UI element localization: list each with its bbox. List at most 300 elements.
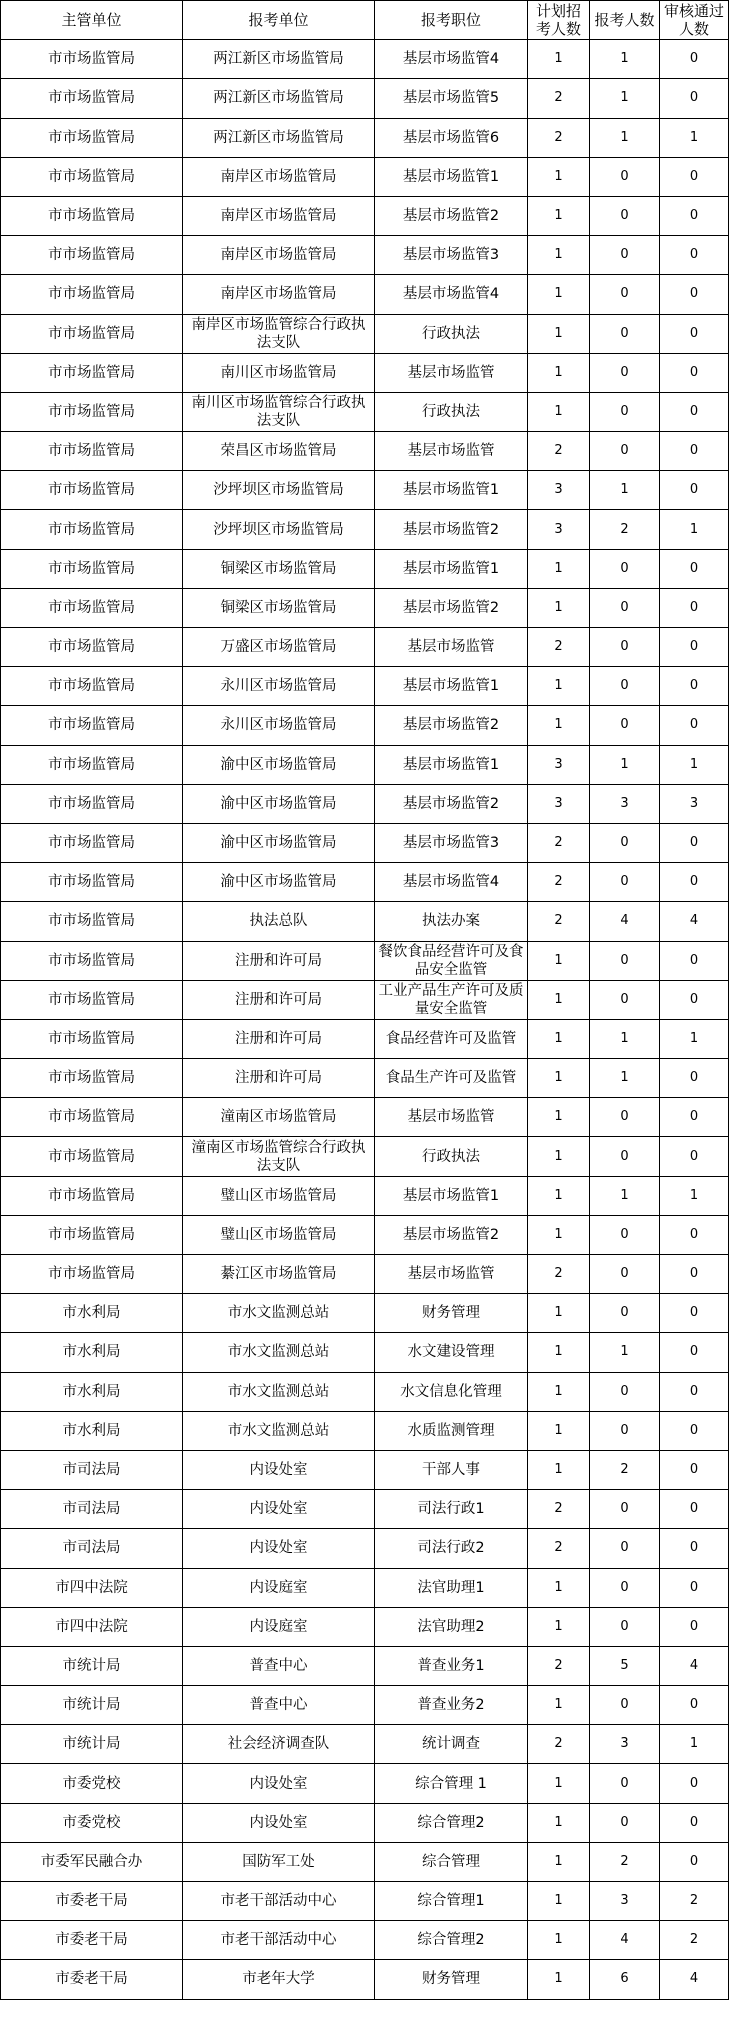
cell-position: 行政执法 [375,314,528,353]
cell-position: 基层市场监管 [375,1098,528,1137]
cell-dept: 市市场监管局 [1,1176,183,1215]
cell-unit: 南岸区市场监管综合行政执法支队 [183,314,375,353]
cell-position: 基层市场监管1 [375,471,528,510]
table-row [1,432,729,471]
cell-dept: 市市场监管局 [1,353,183,392]
cell-unit: 注册和许可局 [183,941,375,980]
cell-position: 基层市场监管5 [375,79,528,118]
cell-pass: 0 [660,40,729,79]
cell-position: 综合管理1 [375,1882,528,1921]
table-row [1,1960,729,1999]
table-row [1,1764,729,1803]
cell-pass: 0 [660,1372,729,1411]
cell-position: 执法办案 [375,902,528,941]
cell-unit: 渝中区市场监管局 [183,784,375,823]
cell-dept: 市委老干局 [1,1960,183,1999]
table-row [1,353,729,392]
cell-dept: 市市场监管局 [1,275,183,314]
cell-apply: 3 [590,1725,660,1764]
table-row [1,196,729,235]
cell-plan: 2 [528,1725,590,1764]
cell-position: 基层市场监管 [375,432,528,471]
cell-apply: 1 [590,1059,660,1098]
cell-pass: 2 [660,1882,729,1921]
cell-plan: 2 [528,432,590,471]
cell-plan: 1 [528,941,590,980]
cell-pass: 0 [660,1490,729,1529]
cell-position: 水质监测管理 [375,1411,528,1450]
cell-pass: 3 [660,784,729,823]
cell-unit: 注册和许可局 [183,1019,375,1058]
table-row [1,1294,729,1333]
cell-pass: 4 [660,902,729,941]
cell-plan: 1 [528,196,590,235]
cell-pass: 0 [660,392,729,431]
cell-apply: 0 [590,1529,660,1568]
cell-dept: 市市场监管局 [1,432,183,471]
cell-apply: 4 [590,1921,660,1960]
cell-plan: 1 [528,1686,590,1725]
cell-unit: 渝中区市场监管局 [183,863,375,902]
cell-dept: 市市场监管局 [1,40,183,79]
cell-unit: 国防军工处 [183,1842,375,1881]
table-row [1,706,729,745]
cell-apply: 3 [590,784,660,823]
cell-plan: 1 [528,1333,590,1372]
cell-plan: 1 [528,549,590,588]
cell-position: 财务管理 [375,1960,528,1999]
cell-position: 基层市场监管1 [375,745,528,784]
cell-unit: 市水文监测总站 [183,1372,375,1411]
header-apply: 报考人数 [590,1,660,40]
cell-unit: 南岸区市场监管局 [183,157,375,196]
cell-position: 基层市场监管 [375,628,528,667]
cell-position: 司法行政1 [375,1490,528,1529]
cell-dept: 市统计局 [1,1686,183,1725]
cell-unit: 南川区市场监管综合行政执法支队 [183,392,375,431]
table-row [1,471,729,510]
cell-dept: 市水利局 [1,1372,183,1411]
cell-plan: 1 [528,275,590,314]
cell-plan: 1 [528,1176,590,1215]
cell-unit: 永川区市场监管局 [183,667,375,706]
cell-pass: 0 [660,628,729,667]
cell-unit: 内设处室 [183,1529,375,1568]
cell-plan: 1 [528,1450,590,1489]
cell-apply: 0 [590,314,660,353]
cell-position: 水文建设管理 [375,1333,528,1372]
cell-unit: 綦江区市场监管局 [183,1255,375,1294]
cell-pass: 0 [660,1333,729,1372]
table-body [1,40,729,1999]
cell-unit: 铜梁区市场监管局 [183,588,375,627]
header-unit: 报考单位 [183,1,375,40]
cell-pass: 0 [660,1450,729,1489]
cell-apply: 4 [590,902,660,941]
cell-dept: 市司法局 [1,1490,183,1529]
cell-apply: 1 [590,1019,660,1058]
cell-plan: 3 [528,510,590,549]
cell-unit: 沙坪坝区市场监管局 [183,471,375,510]
cell-dept: 市司法局 [1,1450,183,1489]
cell-apply: 0 [590,628,660,667]
cell-dept: 市市场监管局 [1,706,183,745]
cell-dept: 市水利局 [1,1294,183,1333]
cell-dept: 市委老干局 [1,1882,183,1921]
table-row [1,980,729,1019]
cell-plan: 1 [528,392,590,431]
cell-pass: 1 [660,1019,729,1058]
table-row [1,1450,729,1489]
cell-pass: 0 [660,1764,729,1803]
cell-apply: 0 [590,196,660,235]
cell-dept: 市市场监管局 [1,1137,183,1176]
cell-position: 基层市场监管3 [375,823,528,862]
cell-position: 司法行政2 [375,1529,528,1568]
cell-unit: 渝中区市场监管局 [183,823,375,862]
cell-apply: 0 [590,1098,660,1137]
cell-dept: 市委党校 [1,1764,183,1803]
cell-apply: 1 [590,118,660,157]
cell-plan: 1 [528,1098,590,1137]
table-row [1,1019,729,1058]
cell-pass: 1 [660,1176,729,1215]
cell-pass: 0 [660,1255,729,1294]
cell-unit: 两江新区市场监管局 [183,79,375,118]
cell-pass: 0 [660,941,729,980]
cell-dept: 市水利局 [1,1333,183,1372]
cell-plan: 3 [528,745,590,784]
cell-position: 工业产品生产许可及质量安全监管 [375,980,528,1019]
cell-apply: 1 [590,1333,660,1372]
cell-apply: 0 [590,1411,660,1450]
table-row [1,1686,729,1725]
cell-apply: 0 [590,863,660,902]
cell-position: 基层市场监管1 [375,667,528,706]
cell-unit: 潼南区市场监管局 [183,1098,375,1137]
table-row [1,1803,729,1842]
cell-plan: 1 [528,1960,590,1999]
cell-dept: 市市场监管局 [1,392,183,431]
cell-pass: 0 [660,157,729,196]
cell-dept: 市委军民融合办 [1,1842,183,1881]
cell-unit: 市水文监测总站 [183,1411,375,1450]
cell-apply: 3 [590,1882,660,1921]
table-row [1,1882,729,1921]
cell-plan: 2 [528,863,590,902]
cell-pass: 4 [660,1960,729,1999]
cell-position: 基层市场监管2 [375,706,528,745]
table-row [1,314,729,353]
cell-plan: 1 [528,236,590,275]
cell-pass: 1 [660,510,729,549]
cell-plan: 1 [528,1803,590,1842]
cell-unit: 市老年大学 [183,1960,375,1999]
cell-unit: 万盛区市场监管局 [183,628,375,667]
cell-plan: 1 [528,1059,590,1098]
cell-plan: 2 [528,1529,590,1568]
cell-unit: 注册和许可局 [183,1059,375,1098]
cell-pass: 0 [660,549,729,588]
cell-dept: 市市场监管局 [1,1098,183,1137]
cell-unit: 荣昌区市场监管局 [183,432,375,471]
cell-pass: 0 [660,1842,729,1881]
table-row [1,1529,729,1568]
cell-position: 水文信息化管理 [375,1372,528,1411]
cell-position: 食品生产许可及监管 [375,1059,528,1098]
cell-pass: 0 [660,1568,729,1607]
cell-plan: 1 [528,667,590,706]
cell-unit: 永川区市场监管局 [183,706,375,745]
cell-dept: 市市场监管局 [1,1019,183,1058]
cell-plan: 2 [528,1255,590,1294]
cell-position: 综合管理2 [375,1803,528,1842]
cell-position: 行政执法 [375,392,528,431]
cell-apply: 0 [590,275,660,314]
cell-apply: 0 [590,1568,660,1607]
cell-pass: 0 [660,1098,729,1137]
cell-position: 基层市场监管2 [375,1215,528,1254]
cell-plan: 2 [528,628,590,667]
cell-pass: 0 [660,980,729,1019]
cell-position: 财务管理 [375,1294,528,1333]
cell-unit: 普查中心 [183,1686,375,1725]
cell-pass: 0 [660,432,729,471]
cell-plan: 1 [528,353,590,392]
cell-apply: 0 [590,588,660,627]
cell-dept: 市市场监管局 [1,784,183,823]
cell-unit: 执法总队 [183,902,375,941]
cell-position: 干部人事 [375,1450,528,1489]
cell-pass: 0 [660,1294,729,1333]
cell-plan: 1 [528,1294,590,1333]
table-row [1,275,729,314]
table-row [1,236,729,275]
cell-dept: 市市场监管局 [1,118,183,157]
table-row [1,510,729,549]
cell-pass: 1 [660,1725,729,1764]
cell-plan: 2 [528,79,590,118]
cell-plan: 1 [528,1882,590,1921]
cell-pass: 1 [660,118,729,157]
cell-apply: 2 [590,1842,660,1881]
cell-dept: 市司法局 [1,1529,183,1568]
cell-pass: 0 [660,1059,729,1098]
cell-unit: 渝中区市场监管局 [183,745,375,784]
cell-dept: 市市场监管局 [1,980,183,1019]
cell-plan: 2 [528,1646,590,1685]
table-row [1,863,729,902]
cell-apply: 0 [590,1607,660,1646]
cell-apply: 2 [590,1450,660,1489]
table-row [1,784,729,823]
cell-position: 食品经营许可及监管 [375,1019,528,1058]
cell-apply: 0 [590,1764,660,1803]
cell-apply: 5 [590,1646,660,1685]
table-row [1,1568,729,1607]
cell-position: 法官助理1 [375,1568,528,1607]
cell-plan: 2 [528,823,590,862]
cell-pass: 0 [660,79,729,118]
cell-pass: 0 [660,275,729,314]
cell-plan: 1 [528,1764,590,1803]
cell-unit: 内设处室 [183,1490,375,1529]
table-row [1,549,729,588]
cell-unit: 璧山区市场监管局 [183,1215,375,1254]
table-row [1,1176,729,1215]
cell-dept: 市市场监管局 [1,79,183,118]
cell-unit: 内设庭室 [183,1568,375,1607]
cell-plan: 1 [528,314,590,353]
cell-plan: 2 [528,118,590,157]
cell-apply: 0 [590,549,660,588]
cell-apply: 0 [590,823,660,862]
cell-dept: 市市场监管局 [1,1059,183,1098]
cell-pass: 0 [660,353,729,392]
cell-position: 普查业务1 [375,1646,528,1685]
cell-pass: 0 [660,1607,729,1646]
cell-unit: 南岸区市场监管局 [183,236,375,275]
cell-pass: 0 [660,236,729,275]
cell-unit: 市老干部活动中心 [183,1882,375,1921]
cell-apply: 2 [590,510,660,549]
header-row [1,1,729,40]
cell-plan: 1 [528,706,590,745]
table-row [1,1921,729,1960]
cell-dept: 市水利局 [1,1411,183,1450]
table-row [1,902,729,941]
cell-unit: 注册和许可局 [183,980,375,1019]
cell-plan: 1 [528,980,590,1019]
cell-plan: 1 [528,588,590,627]
cell-plan: 1 [528,40,590,79]
cell-pass: 4 [660,1646,729,1685]
cell-apply: 0 [590,1255,660,1294]
cell-apply: 0 [590,1686,660,1725]
cell-plan: 2 [528,1490,590,1529]
table-row [1,1255,729,1294]
cell-dept: 市市场监管局 [1,549,183,588]
cell-position: 基层市场监管2 [375,784,528,823]
cell-position: 餐饮食品经营许可及食品安全监管 [375,941,528,980]
table-row [1,392,729,431]
cell-plan: 2 [528,902,590,941]
table-row [1,79,729,118]
cell-position: 基层市场监管3 [375,236,528,275]
cell-unit: 内设庭室 [183,1607,375,1646]
cell-dept: 市市场监管局 [1,510,183,549]
cell-dept: 市市场监管局 [1,628,183,667]
cell-position: 基层市场监管1 [375,549,528,588]
cell-unit: 市水文监测总站 [183,1294,375,1333]
cell-unit: 沙坪坝区市场监管局 [183,510,375,549]
cell-pass: 0 [660,863,729,902]
cell-pass: 0 [660,667,729,706]
cell-unit: 内设处室 [183,1764,375,1803]
cell-apply: 1 [590,1176,660,1215]
cell-unit: 璧山区市场监管局 [183,1176,375,1215]
cell-apply: 0 [590,236,660,275]
cell-dept: 市市场监管局 [1,236,183,275]
cell-dept: 市市场监管局 [1,745,183,784]
cell-plan: 1 [528,1842,590,1881]
cell-dept: 市委老干局 [1,1921,183,1960]
cell-dept: 市统计局 [1,1646,183,1685]
cell-unit: 市老干部活动中心 [183,1921,375,1960]
cell-apply: 1 [590,471,660,510]
table-row [1,1098,729,1137]
table-row [1,745,729,784]
table-row [1,1725,729,1764]
cell-apply: 1 [590,79,660,118]
cell-pass: 0 [660,588,729,627]
cell-plan: 1 [528,1019,590,1058]
cell-position: 统计调查 [375,1725,528,1764]
cell-position: 基层市场监管2 [375,588,528,627]
cell-pass: 0 [660,1137,729,1176]
cell-plan: 3 [528,784,590,823]
header-position: 报考职位 [375,1,528,40]
cell-apply: 1 [590,40,660,79]
cell-dept: 市市场监管局 [1,902,183,941]
cell-dept: 市市场监管局 [1,314,183,353]
cell-unit: 内设处室 [183,1803,375,1842]
header-plan: 计划招考人数 [528,1,590,40]
cell-dept: 市四中法院 [1,1568,183,1607]
cell-position: 综合管理2 [375,1921,528,1960]
cell-unit: 内设处室 [183,1450,375,1489]
cell-dept: 市市场监管局 [1,1215,183,1254]
cell-plan: 1 [528,1137,590,1176]
table-row [1,1490,729,1529]
cell-plan: 1 [528,1372,590,1411]
cell-dept: 市市场监管局 [1,823,183,862]
table-row [1,667,729,706]
cell-pass: 0 [660,1411,729,1450]
cell-position: 基层市场监管6 [375,118,528,157]
cell-plan: 1 [528,1568,590,1607]
cell-apply: 0 [590,667,660,706]
cell-dept: 市委党校 [1,1803,183,1842]
header-dept: 主管单位 [1,1,183,40]
cell-position: 普查业务2 [375,1686,528,1725]
cell-dept: 市统计局 [1,1725,183,1764]
cell-pass: 0 [660,471,729,510]
table-row [1,1411,729,1450]
cell-plan: 1 [528,1411,590,1450]
cell-apply: 0 [590,432,660,471]
cell-dept: 市市场监管局 [1,196,183,235]
cell-apply: 0 [590,1215,660,1254]
cell-dept: 市四中法院 [1,1607,183,1646]
cell-plan: 1 [528,1607,590,1646]
cell-apply: 0 [590,980,660,1019]
table-row [1,1607,729,1646]
cell-pass: 0 [660,1803,729,1842]
cell-position: 综合管理 [375,1842,528,1881]
cell-unit: 普查中心 [183,1646,375,1685]
cell-dept: 市市场监管局 [1,863,183,902]
cell-position: 基层市场监管1 [375,157,528,196]
cell-position: 基层市场监管4 [375,863,528,902]
cell-apply: 6 [590,1960,660,1999]
table-row [1,1059,729,1098]
cell-unit: 市水文监测总站 [183,1333,375,1372]
cell-pass: 0 [660,1686,729,1725]
cell-pass: 2 [660,1921,729,1960]
cell-apply: 0 [590,1137,660,1176]
table-row [1,1842,729,1881]
